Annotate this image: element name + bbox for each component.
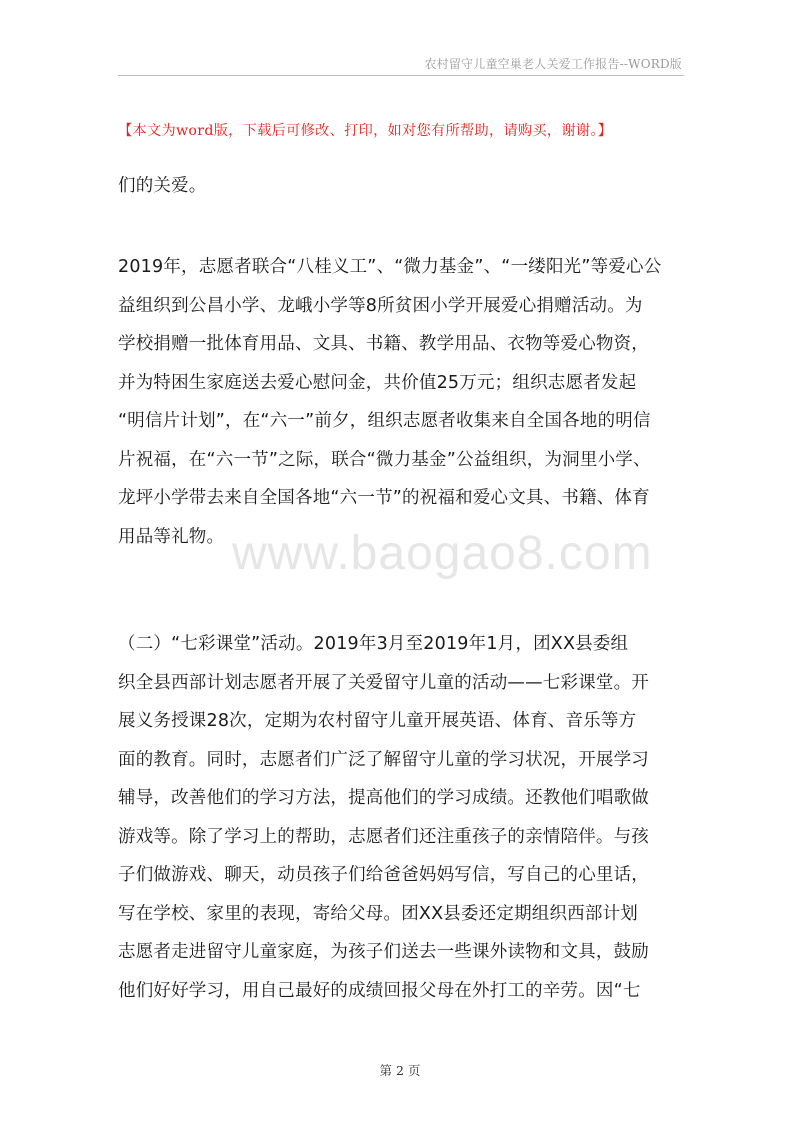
paragraph-donation-activity — [118, 248, 684, 556]
text-line: 们的关爱。 — [118, 176, 207, 196]
text-line: 学校捐赠一批体育用品、文具、书籍、教学用品、衣物等爱心物资， — [118, 334, 649, 354]
text-line: 益组织到公昌小学、龙峨小学等8所贫困小学开展爱心捐赠活动。为 — [118, 295, 643, 316]
text-line: 2019年，志愿者联合“八桂义工”、“微力基金”、“一缕阳光”等爱心公 — [118, 257, 662, 277]
purchase-notice: 【本文为word版，下载后可修改、打印，如对您有所帮助，请购买，谢谢。】 — [118, 123, 613, 139]
text-line: 面的教育。同时，志愿者们广泛了解留守儿童的学习状况，开展学习 — [118, 749, 649, 770]
text-line: 展义务授课28次，定期为农村留守儿童开展英语、体育、音乐等方 — [118, 711, 637, 731]
text-line: （二）“七彩课堂”活动。2019年3月至2019年1月，团XX县委组 — [118, 634, 629, 654]
watermark: www.baogao8.com — [232, 527, 653, 580]
text-line: 志愿者走进留守儿童家庭，为孩子们送去一些课外读物和文具，鼓励 — [118, 942, 649, 962]
text-line: “明信片计划”，在“六一”前夕，组织志愿者收集来自全国各地的明信 — [118, 411, 651, 431]
text-line: 用品等礼物。 — [118, 526, 225, 547]
text-line: 并为特困生家庭送去爱心慰问金，共价值25万元；组织志愿者发起 — [118, 372, 637, 393]
text-line: 织全县西部计划志愿者开展了关爱留守儿童的活动——七彩课堂。开 — [118, 672, 649, 693]
text-line: 片祝福，在“六一节”之际，联合“微力基金”公益组织，为洞里小学、 — [118, 449, 651, 470]
text-line: 写在学校、家里的表现，寄给父母。团XX县委还定期组织西部计划 — [118, 903, 638, 924]
page-number: 第 2 页 — [379, 1063, 421, 1078]
text-line: 他们好好学习，用自己最好的成绩回报父母在外打工的辛劳。因“七 — [118, 980, 641, 1001]
text-line: 游戏等。除了学习上的帮助，志愿者们还注重孩子的亲情陪伴。与孩 — [118, 826, 649, 847]
text-line: 子们做游戏、聊天，动员孩子们给爸爸妈妈写信，写自己的心里话， — [118, 865, 649, 885]
header-divider — [118, 75, 684, 76]
text-line: 龙坪小学带去来自全国各地“六一节”的祝福和爱心文具、书籍、体育 — [118, 488, 650, 508]
paragraph-continuation — [118, 167, 684, 206]
text-line: 辅导，改善他们的学习方法，提高他们的学习成绩。还教他们唱歌做 — [118, 788, 649, 808]
paragraph-colorful-classroom — [118, 625, 684, 1010]
page-header-title: 农村留守儿童空巢老人关爱工作报告--WORD版 — [424, 57, 682, 71]
